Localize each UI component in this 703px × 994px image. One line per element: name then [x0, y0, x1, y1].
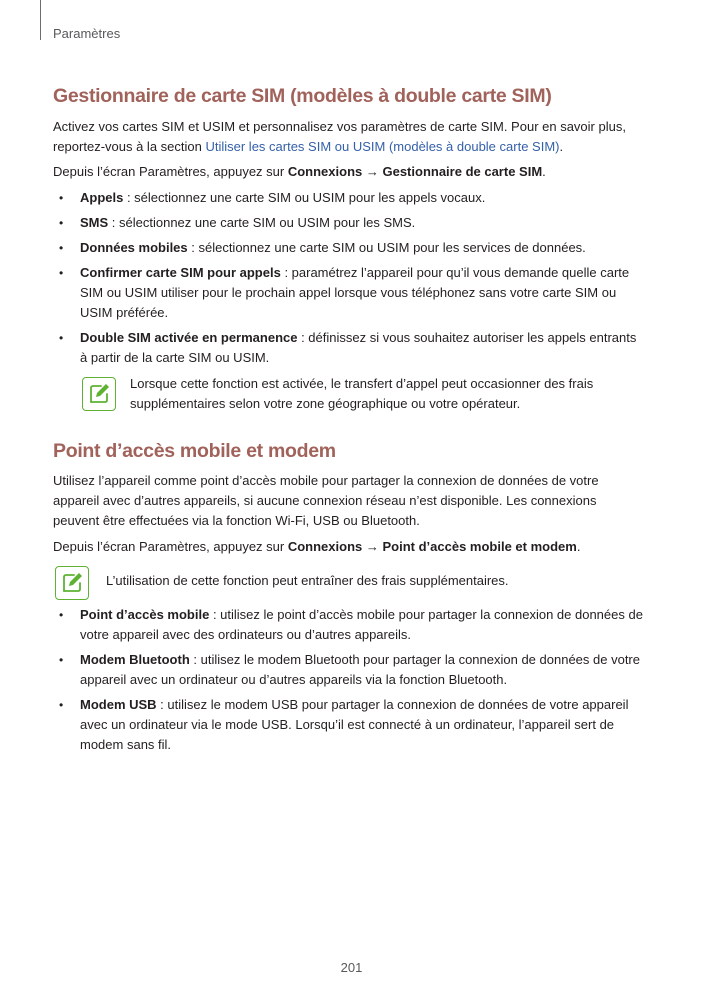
note-text: Lorsque cette fonction est activée, le transfert d’appel peut occasionner des frais supplémentaires selon votre zone géographique ou votre opérateur. — [130, 376, 594, 411]
section1-intro: Activez vos cartes SIM et USIM et personnalisez vos paramètres de carte SIM. Pour en savoir plus, reportez-vous à la section Utiliser les cartes SIM ou USIM (modèles à double carte SIM). — [53, 119, 626, 154]
bullet-icon: • — [59, 698, 64, 712]
list-item: • Appels : sélectionnez une carte SIM ou USIM pour les appels vocaux. — [53, 188, 645, 208]
section1-bullet-list — [53, 188, 645, 368]
list-item: • Modem Bluetooth : utilisez le modem Bluetooth pour partager la connexion de données de votre appareil avec un ordinateur ou d’autres appareils via la fonction Bluetooth. — [59, 652, 640, 687]
list-item: • Modem USB : utilisez le modem USB pour partager la connexion de données de votre appareil avec un ordinateur via le mode USB. Lorsqu’il est connecté à un ordinateur, l’appareil sert de modem sans fil. — [59, 697, 629, 752]
note-text: L’utilisation de cette fonction peut entraîner des frais supplémentaires. — [106, 573, 509, 588]
section2-bullet-list — [53, 605, 645, 755]
note-extra-charges — [53, 563, 645, 599]
bullet-icon: • — [59, 241, 64, 255]
bullet-icon: • — [59, 608, 64, 622]
page-number: 201 — [340, 960, 363, 975]
bullet-icon: • — [59, 653, 64, 667]
path-hotspot: Point d’accès mobile et modem — [382, 539, 577, 554]
path-connexions: Connexions — [287, 539, 363, 554]
bullet-icon: • — [59, 191, 64, 205]
pencil-note-icon — [55, 566, 89, 600]
note-call-forwarding — [80, 374, 645, 414]
section1-path: Depuis l’écran Paramètres, appuyez sur Connexions → Gestionnaire de carte SIM. — [53, 164, 546, 179]
list-item: • Confirmer carte SIM pour appels : paramétrez l’appareil pour qu’il vous demande quelle carte SIM ou USIM utiliser pour le prochain appel lorsque vous téléphonez sans votre carte SIM ou USIM préférée. — [59, 265, 630, 320]
bullet-icon: • — [59, 331, 64, 345]
list-item: • SMS : sélectionnez une carte SIM ou USIM pour les SMS. — [53, 213, 645, 233]
bullet-icon: • — [59, 216, 64, 230]
list-item: • Point d’accès mobile : utilisez le point d’accès mobile pour partager la connexion de données de votre appareil avec des ordinateurs ou d’autres appareils. — [59, 607, 643, 642]
page-content — [53, 84, 645, 760]
arrow-icon: → — [362, 164, 383, 179]
pencil-note-icon — [82, 377, 116, 411]
path-sim-manager: Gestionnaire de carte SIM — [382, 164, 543, 179]
section2-path: Depuis l’écran Paramètres, appuyez sur Connexions → Point d’accès mobile et modem. — [53, 539, 581, 554]
arrow-icon: → — [362, 539, 383, 554]
section2-intro: Utilisez l’appareil comme point d’accès mobile pour partager la connexion de données de votre appareil avec d’autres appareils, si aucune connexion réseau n’est disponible. Les connexions peuvent être effectuées via la fonction Wi-Fi, USB ou Bluetooth. — [53, 473, 599, 528]
running-header: Paramètres — [53, 26, 121, 41]
list-item: • Double SIM activée en permanence : définissez si vous souhaitez autoriser les appels entrants à partir de la carte SIM ou USIM. — [59, 330, 637, 365]
bullet-icon: • — [59, 266, 64, 280]
list-item: • Données mobiles : sélectionnez une carte SIM ou USIM pour les services de données. — [53, 238, 645, 258]
section-title-hotspot: Point d’accès mobile et modem — [53, 440, 336, 462]
section-title-sim-manager: Gestionnaire de carte SIM (modèles à double carte SIM) — [53, 85, 552, 107]
sim-usim-link[interactable]: Utiliser les cartes SIM ou USIM (modèles à double carte SIM) — [205, 139, 560, 154]
header-rule — [40, 0, 41, 40]
path-connexions: Connexions — [287, 164, 363, 179]
